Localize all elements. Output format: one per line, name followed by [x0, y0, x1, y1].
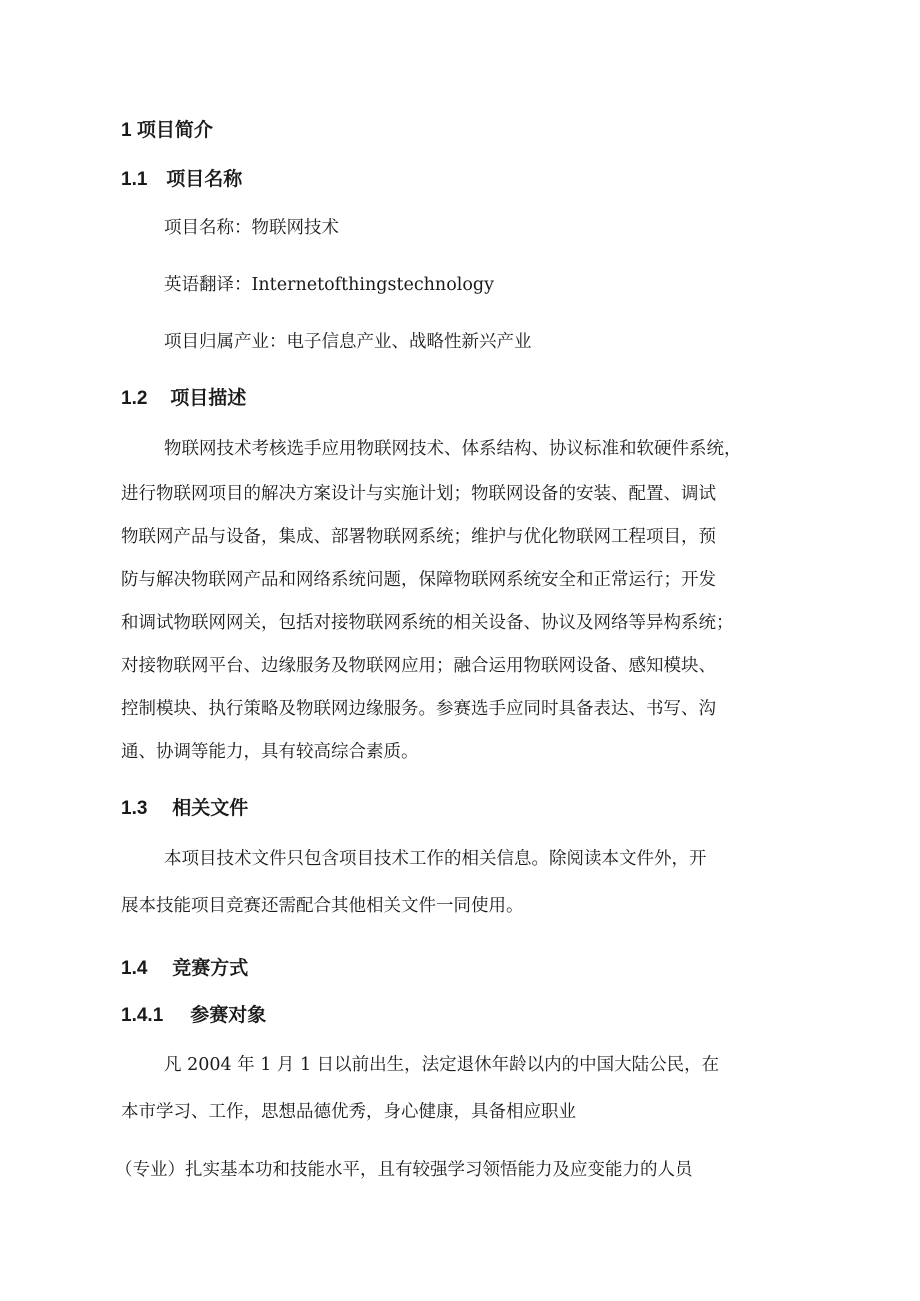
heading-1-number: 1 [121, 120, 132, 141]
heading-1-1-title: 项目名称 [166, 169, 243, 190]
participants-line-1: 凡 2004 年 1 月 1 日以前出生，法定退休年龄以内的中国大陆公民，在 [164, 1055, 720, 1075]
industry-line: 项目归属产业：电子信息产业、战略性新兴产业 [164, 332, 532, 352]
heading-1-3 [121, 797, 248, 821]
heading-1-1-number: 1.1 [121, 169, 148, 190]
description-line-3: 物联网产品与设备，集成、部署物联网系统；维护与优化物联网工程项目，预 [121, 527, 716, 547]
heading-1-3-title: 相关文件 [172, 798, 249, 819]
heading-1-3-number: 1.3 [121, 798, 148, 819]
description-line-5: 和调试物联网网关，包括对接物联网系统的相关设备、协议及网络等异构系统； [121, 613, 734, 633]
heading-1-2-number: 1.2 [121, 388, 148, 409]
project-name-line: 项目名称：物联网技术 [164, 218, 339, 238]
heading-1-title: 项目简介 [136, 120, 213, 141]
heading-1-1 [121, 168, 242, 192]
heading-1-4-title: 竞赛方式 [172, 958, 249, 979]
description-line-7: 控制模块、执行策略及物联网边缘服务。参赛选手应同时具备表达、书写、沟 [121, 699, 716, 719]
heading-1-4-1-number: 1.4.1 [121, 1005, 164, 1026]
participants-line-3: （专业）扎实基本功和技能水平，且有较强学习领悟能力及应变能力的人员 [115, 1160, 693, 1180]
files-line-2: 展本技能项目竞赛还需配合其他相关文件一同使用。 [121, 896, 524, 916]
english-translation-line: 英语翻译：Internetofthingstechnology [164, 275, 494, 295]
files-line-1: 本项目技术文件只包含项目技术工作的相关信息。除阅读本文件外，开 [164, 849, 707, 869]
heading-1-4 [121, 957, 248, 981]
description-line-6: 对接物联网平台、边缘服务及物联网应用；融合运用物联网设备、感知模块、 [121, 656, 716, 676]
description-line-2: 进行物联网项目的解决方案设计与实施计划；物联网设备的安装、配置、调试 [121, 484, 716, 504]
heading-1-4-1-title: 参赛对象 [190, 1005, 267, 1026]
description-line-4: 防与解决物联网产品和网络系统问题，保障物联网系统安全和正常运行；开发 [121, 570, 716, 590]
heading-1-2 [121, 387, 246, 411]
description-line-1: 物联网技术考核选手应用物联网技术、体系结构、协议标准和软硬件系统， [164, 439, 742, 459]
heading-1 [121, 119, 213, 143]
description-line-8: 通、协调等能力，具有较高综合素质。 [121, 742, 419, 762]
heading-1-4-number: 1.4 [121, 958, 148, 979]
heading-1-4-1 [121, 1004, 266, 1028]
participants-line-2: 本市学习、工作，思想品德优秀，身心健康，具备相应职业 [121, 1102, 576, 1122]
heading-1-2-title: 项目描述 [170, 388, 247, 409]
